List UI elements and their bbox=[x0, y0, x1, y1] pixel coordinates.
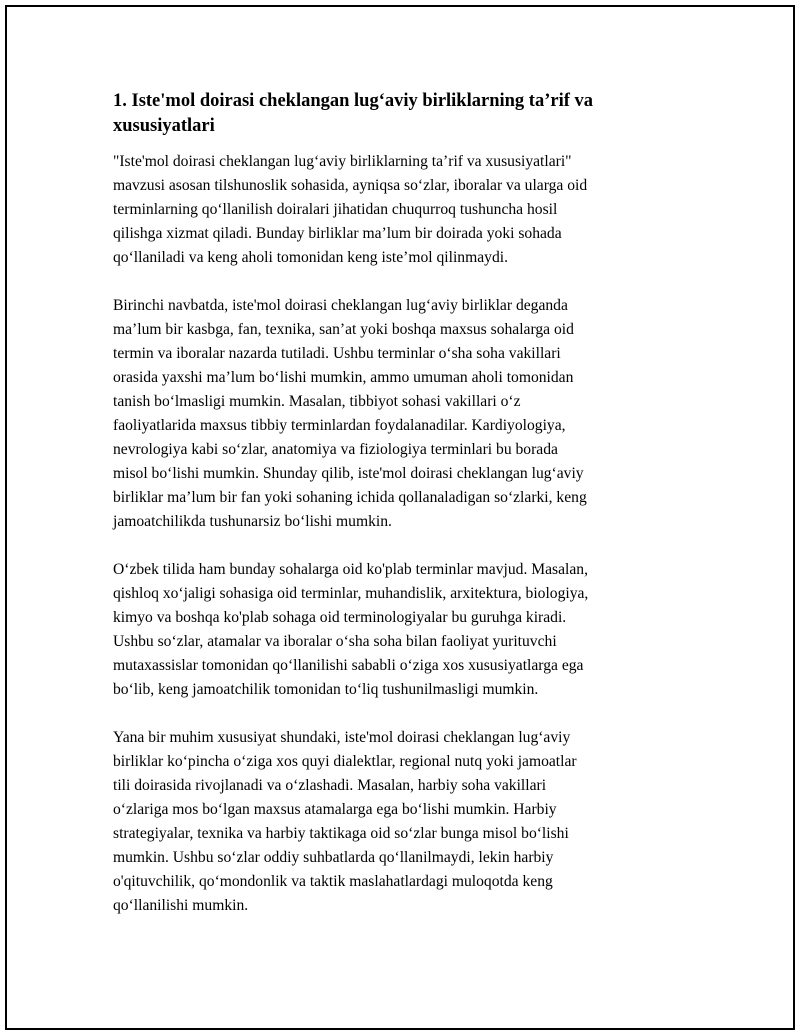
paragraph-3: O‘zbek tilida ham bunday sohalarga oid ko'plab terminlar mavjud. Masalan, qishloq xo‘jaligi sohasiga oid terminlar, muhandislik, arxitektura, biologiya, kimyo va boshqa ko'plab sohaga oid terminologiyalar bu guruhga kiradi. Ushbu so‘zlar, atamalar va iboralar o‘sha soha bilan faoliyat yurituvchi mutaxassislar tomonidan qo‘llanilishi sababli o‘ziga xos xususiyatlarga ega bo‘lib, keng jamoatchilik tomonidan to‘liq tushunilmasligi mumkin. bbox=[113, 561, 589, 698]
paragraph-2: Birinchi navbatda, iste'mol doirasi cheklangan lug‘aviy birliklar deganda ma’lum bir kasbga, fan, texnika, san’at yoki boshqa maxsus sohalarga oid termin va iboralar nazarda tutiladi. Ushbu terminlar o‘sha soha vakillari orasida yaxshi ma’lum bo‘lishi mumkin, ammo umuman aholi tomonidan tanish bo‘lmasligi mumkin. Masalan, tibbiyot sohasi vakillari o‘z faoliyatlarida maxsus tibbiy terminlardan foydalanadilar. Kardiyologiya, nevrologiya kabi so‘zlar, anatomiya va fiziologiya terminlari bu borada misol bo‘lishi mumkin. Shunday qilib, iste'mol doirasi cheklangan lug‘aviy birliklar ma’lum bir fan yoki sohaning ichida qollanaladigan so‘zlarki, keng jamoatchilikda tushunarsiz bo‘lishi mumkin. bbox=[113, 297, 587, 530]
paragraph-4: Yana bir muhim xususiyat shundaki, iste'mol doirasi cheklangan lug‘aviy birliklar ko‘pincha o‘ziga xos quyi dialektlar, regional nutq yoki jamoatlar tili doirasida rivojlanadi va o‘zlashadi. Masalan, harbiy soha vakillari o‘zlariga mos bo‘lgan maxsus atamalarga ega bo‘lishi mumkin. Harbiy strategiyalar, texnika va harbiy taktikaga oid so‘zlar bunga misol bo‘lishi mumkin. Ushbu so‘zlar oddiy suhbatlarda qo‘llanilmaydi, lekin harbiy o'qituvchilik, qo‘mondonlik va taktik maslahatlardagi muloqotda keng qo‘llanilishi mumkin. bbox=[113, 729, 577, 914]
section-heading: 1. Iste'mol doirasi cheklangan lug‘aviy birliklarning ta’rif va xususiyatlari bbox=[113, 91, 593, 136]
document-body bbox=[113, 89, 693, 942]
paragraph-1: "Iste'mol doirasi cheklangan lug‘aviy birliklarning ta’rif va xususiyatlari" mavzusi asosan tilshunoslik sohasida, ayniqsa so‘zlar, iboralar va ularga oid terminlarning qo‘llanilish doiralari jihatidan chuqurroq tushuncha hosil qilishga xizmat qiladi. Bunday birliklar ma’lum bir doirada yoki sohada qo‘llaniladi va keng aholi tomonidan keng iste’mol qilinmaydi. bbox=[113, 153, 588, 266]
